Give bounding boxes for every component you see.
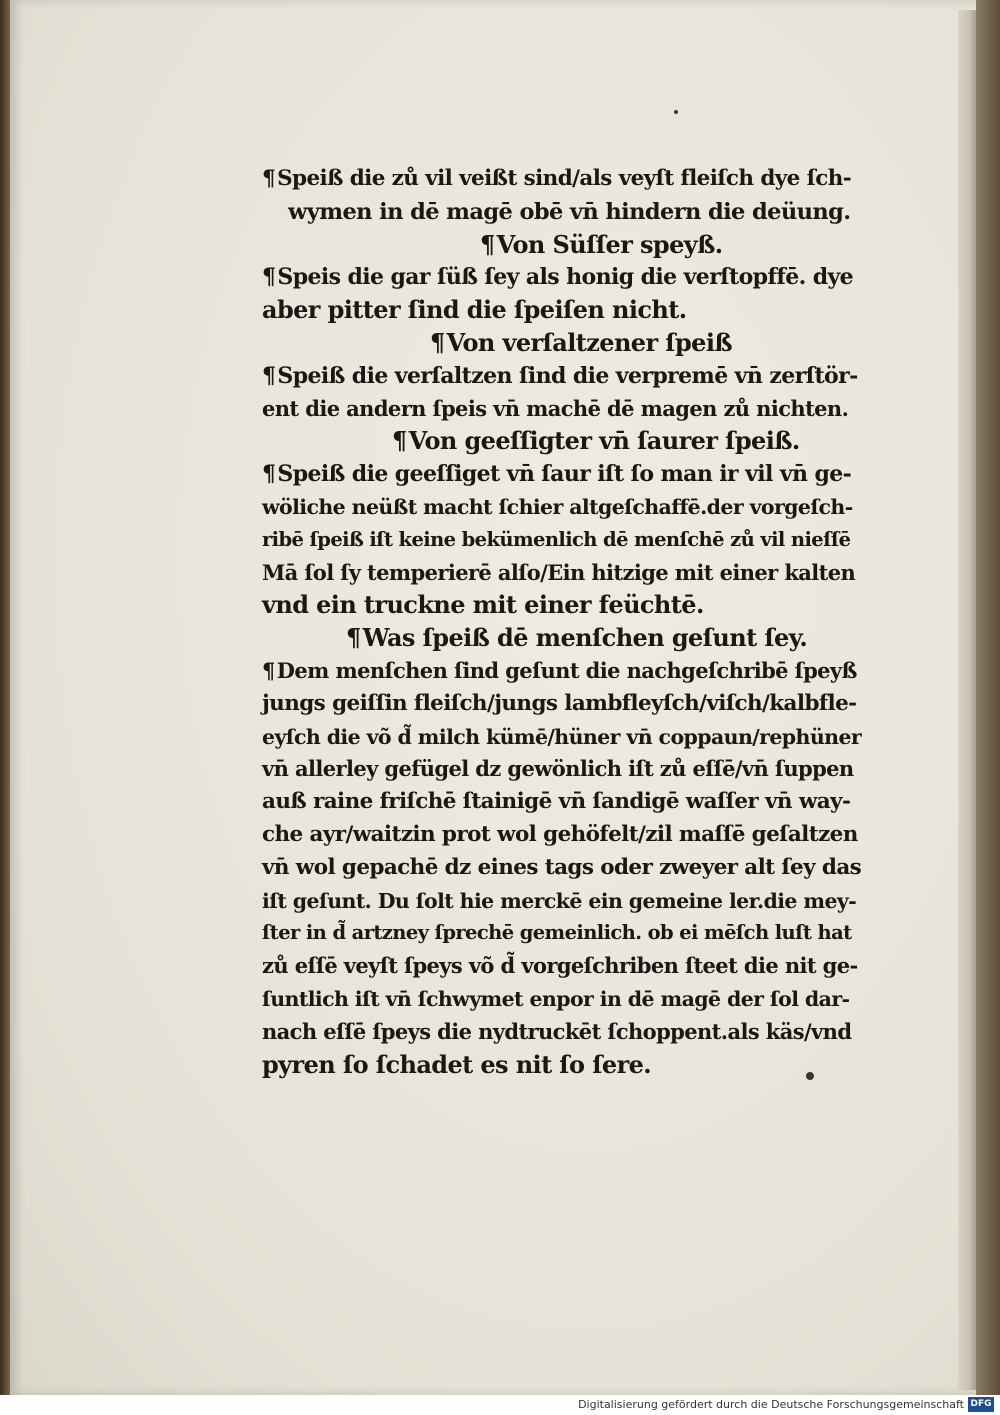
text-line: nach eſſē ſpeys die nydtruckēt ſchoppent.als käs/vnd — [262, 1018, 852, 1044]
text-line: aber pitter ſind die ſpeiſen nicht. — [262, 295, 687, 325]
paragraph-mark-icon: ¶ — [262, 166, 276, 191]
text-line: pyren ſo ſchadet es nit ſo ſere. — [262, 1049, 652, 1079]
page-edges — [958, 10, 976, 1390]
book-binding — [0, 0, 10, 1395]
text-line: jungs geiſſin fleiſch/jungs lambfleyſch/viſch/kalbfle- — [262, 690, 857, 716]
paragraph-mark-icon: ¶ — [262, 264, 276, 291]
text-line: ſuntlich iſt vn̄ ſchwymet enpor in dē magē der ſol dar- — [262, 986, 850, 1011]
text-line: ¶Dem menſchen ſind geſunt die nachgeſchribē ſpeyß — [262, 657, 857, 683]
text-line: ſter in d̃ artzney ſprechē gemeinlich. ob ei mēſch luſt hat — [262, 921, 852, 945]
footer-bar — [0, 1395, 1000, 1415]
section-heading: ¶Von verſaltzener ſpeiß — [430, 327, 732, 357]
ink-speck — [674, 110, 678, 114]
text-line: wymen in dē magē obē vn̄ hindern die deüung. — [288, 198, 851, 225]
text-line: ribē ſpeiß iſt keine bekümenlich dē menſchē zů vil nieſſē — [262, 527, 851, 551]
paragraph-mark-icon: ¶ — [480, 229, 495, 259]
text-line: wöliche neüßt macht ſchier altgeſchaffē.der vorgeſch- — [262, 494, 853, 519]
text-line: vn̄ wol gepachē dz eines tags oder zweyer alt ſey das — [262, 854, 862, 880]
text-line: Mā ſol ſy temperierē alſo/Ein hitzige mit einer kalten — [262, 559, 856, 585]
funding-credit: Digitalisierung gefördert durch die Deutsche Forschungsgemeinschaft — [578, 1398, 964, 1411]
text-line: ¶Speiß die verſaltzen ſind die verpremē vn̄ zerſtör- — [262, 362, 858, 389]
paragraph-mark-icon: ¶ — [392, 426, 407, 456]
text-line: vnd ein truckne mit einer feüchtē. — [262, 590, 704, 620]
section-heading: ¶Was ſpeiß dē menſchen geſunt ſey. — [346, 623, 808, 653]
paragraph-mark-icon: ¶ — [262, 461, 276, 488]
text-line: auß raine friſchē ſtainigē vn̄ ſandigē waſſer vn̄ way- — [262, 789, 851, 815]
section-heading: ¶Von Süſſer speyß. — [480, 229, 723, 259]
facing-page-edge — [976, 0, 1000, 1395]
paragraph-mark-icon: ¶ — [262, 657, 275, 683]
paragraph-mark-icon: ¶ — [346, 623, 361, 653]
paragraph-mark-icon: ¶ — [262, 362, 276, 389]
text-line: ¶Speis die gar ſüß ſey als honig die verſtopffē. dye — [262, 264, 854, 291]
text-line: che ayr/waitzin prot wol gehöfelt/zil maſſē geſaltzen — [262, 821, 858, 847]
text-line: vn̄ allerley gefügel dz gewönlich iſt zů eſſē/vn̄ ſuppen — [262, 756, 854, 782]
text-line: iſt geſunt. Du ſolt hie merckē ein gemeine ler.die mey- — [262, 888, 857, 913]
text-line: eyſch die võ d̃ milch kümē/hüner vn̄ coppaun/rephüner — [262, 724, 862, 749]
text-line: zů eſſē veyſt ſpeys võ d̃ vorgeſchriben ſteet die nit ge- — [262, 953, 858, 979]
printed-text-block — [262, 163, 862, 1081]
text-line: ¶Speiß die zů vil veißt sind/als veyſt fleiſch dye ſch- — [262, 166, 852, 191]
text-line: ent die andern ſpeis vn̄ machē dē magen zů nichten. — [262, 395, 849, 421]
dfg-logo-icon: DFG — [968, 1397, 994, 1412]
text-line: ¶Speiß die geeſſiget vn̄ ſaur iſt ſo man ir vil vn̄ ge- — [262, 461, 852, 488]
section-heading: ¶Von geeſſigter vn̄ ſaurer ſpeiß. — [392, 426, 800, 456]
paragraph-mark-icon: ¶ — [430, 327, 445, 357]
